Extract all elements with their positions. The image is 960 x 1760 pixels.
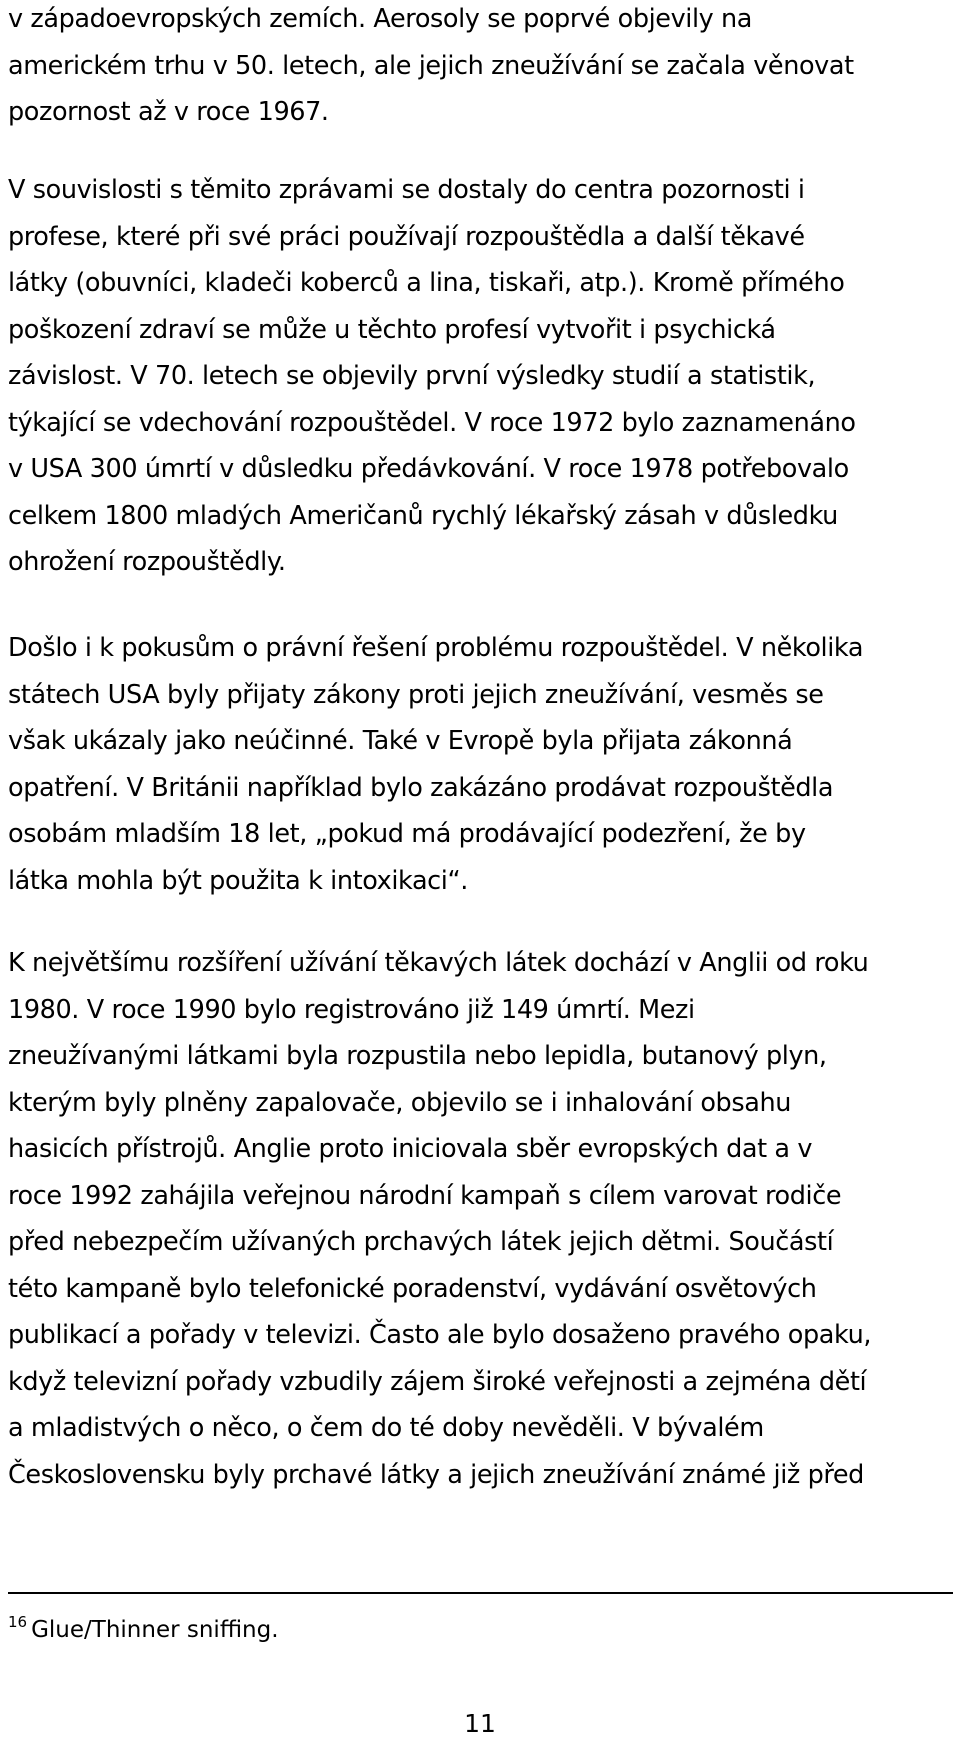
text-line: hasicích přístrojů. Anglie proto iniciovala sběr evropských dat a v — [8, 1134, 813, 1164]
text-line: poškození zdraví se může u těchto profesí vytvořit i psychická — [8, 314, 776, 345]
text-line: a mladistvých o něco, o čem do té doby nevěděli. V bývalém — [8, 1413, 764, 1443]
text-line: roce 1992 zahájila veřejnou národní kampaň s cílem varovat rodiče — [8, 1180, 842, 1211]
paragraph-continuation — [8, 0, 953, 136]
text-line: publikací a pořady v televizi. Často ale bylo dosaženo pravého opaku, — [8, 1320, 872, 1350]
text-line: 1980. V roce 1990 bylo registrováno již 149 úmrtí. Mezi — [8, 994, 695, 1025]
paragraph-england — [8, 940, 953, 1498]
text-line: V souvislosti s těmito zprávami se dostaly do centra pozornosti i — [8, 175, 805, 205]
text-line: této kampaně bylo telefonické poradenství, vydávání osvětových — [8, 1273, 817, 1304]
paragraph-legislation — [8, 625, 953, 904]
text-line: pozornost až v roce 1967. — [8, 97, 329, 127]
text-line: ohrožení rozpouštědly. — [8, 547, 286, 577]
text-line: však ukázaly jako neúčinné. Také v Evropě byla přijata zákonná — [8, 726, 793, 756]
text-line: týkající se vdechování rozpouštědel. V roce 1972 bylo zaznamenáno — [8, 407, 856, 438]
text-line: v USA 300 úmrtí v důsledku předávkování. V roce 1978 potřebovalo — [8, 454, 849, 484]
page-number: 11 — [464, 1709, 496, 1738]
footnote — [8, 1606, 279, 1646]
text-line: K největšímu rozšíření užívání těkavých látek dochází v Anglii od roku — [8, 948, 869, 978]
text-line: osobám mladším 18 let, „pokud má prodávající podezření, že by — [8, 819, 806, 849]
text-line: americkém trhu v 50. letech, ale jejich zneužívání se začala věnovat — [8, 50, 854, 81]
text-line: látka mohla být použita k intoxikaci“. — [8, 865, 468, 896]
text-line: kterým byly plněny zapalovače, objevilo se i inhalování obsahu — [8, 1087, 791, 1118]
text-line: před nebezpečím užívaných prchavých látek jejich dětmi. Součástí — [8, 1227, 834, 1257]
text-line: profese, které při své práci používají rozpouštědla a další těkavé — [8, 221, 805, 252]
text-line: Československu byly prchavé látky a jejich zneužívání známé již před — [8, 1459, 864, 1490]
footnote-separator — [8, 1592, 953, 1594]
text-line: státech USA byly přijaty zákony proti jejich zneužívání, vesměs se — [8, 679, 824, 710]
text-line: Došlo i k pokusům o právní řešení problému rozpouštědel. V několika — [8, 633, 864, 663]
paragraph-professions — [8, 167, 953, 586]
footnote-text: Glue/Thinner sniffing. — [31, 1617, 279, 1643]
text-line: opatření. V Británii například bylo zakázáno prodávat rozpouštědla — [8, 772, 834, 803]
text-line: zneužívanými látkami byla rozpustila nebo lepidla, butanový plyn, — [8, 1041, 827, 1071]
footnote-number: 16 — [8, 1613, 28, 1631]
text-line: látky (obuvníci, kladeči koberců a lina, tiskaři, atp.). Kromě přímého — [8, 268, 845, 298]
text-line: celkem 1800 mladých Američanů rychlý lékařský zásah v důsledku — [8, 500, 838, 531]
text-line: v západoevropských zemích. Aerosoly se poprvé objevily na — [8, 4, 753, 34]
text-line: závislost. V 70. letech se objevily první výsledky studií a statistik, — [8, 361, 816, 391]
text-line: když televizní pořady vzbudily zájem široké veřejnosti a zejména dětí — [8, 1366, 867, 1397]
